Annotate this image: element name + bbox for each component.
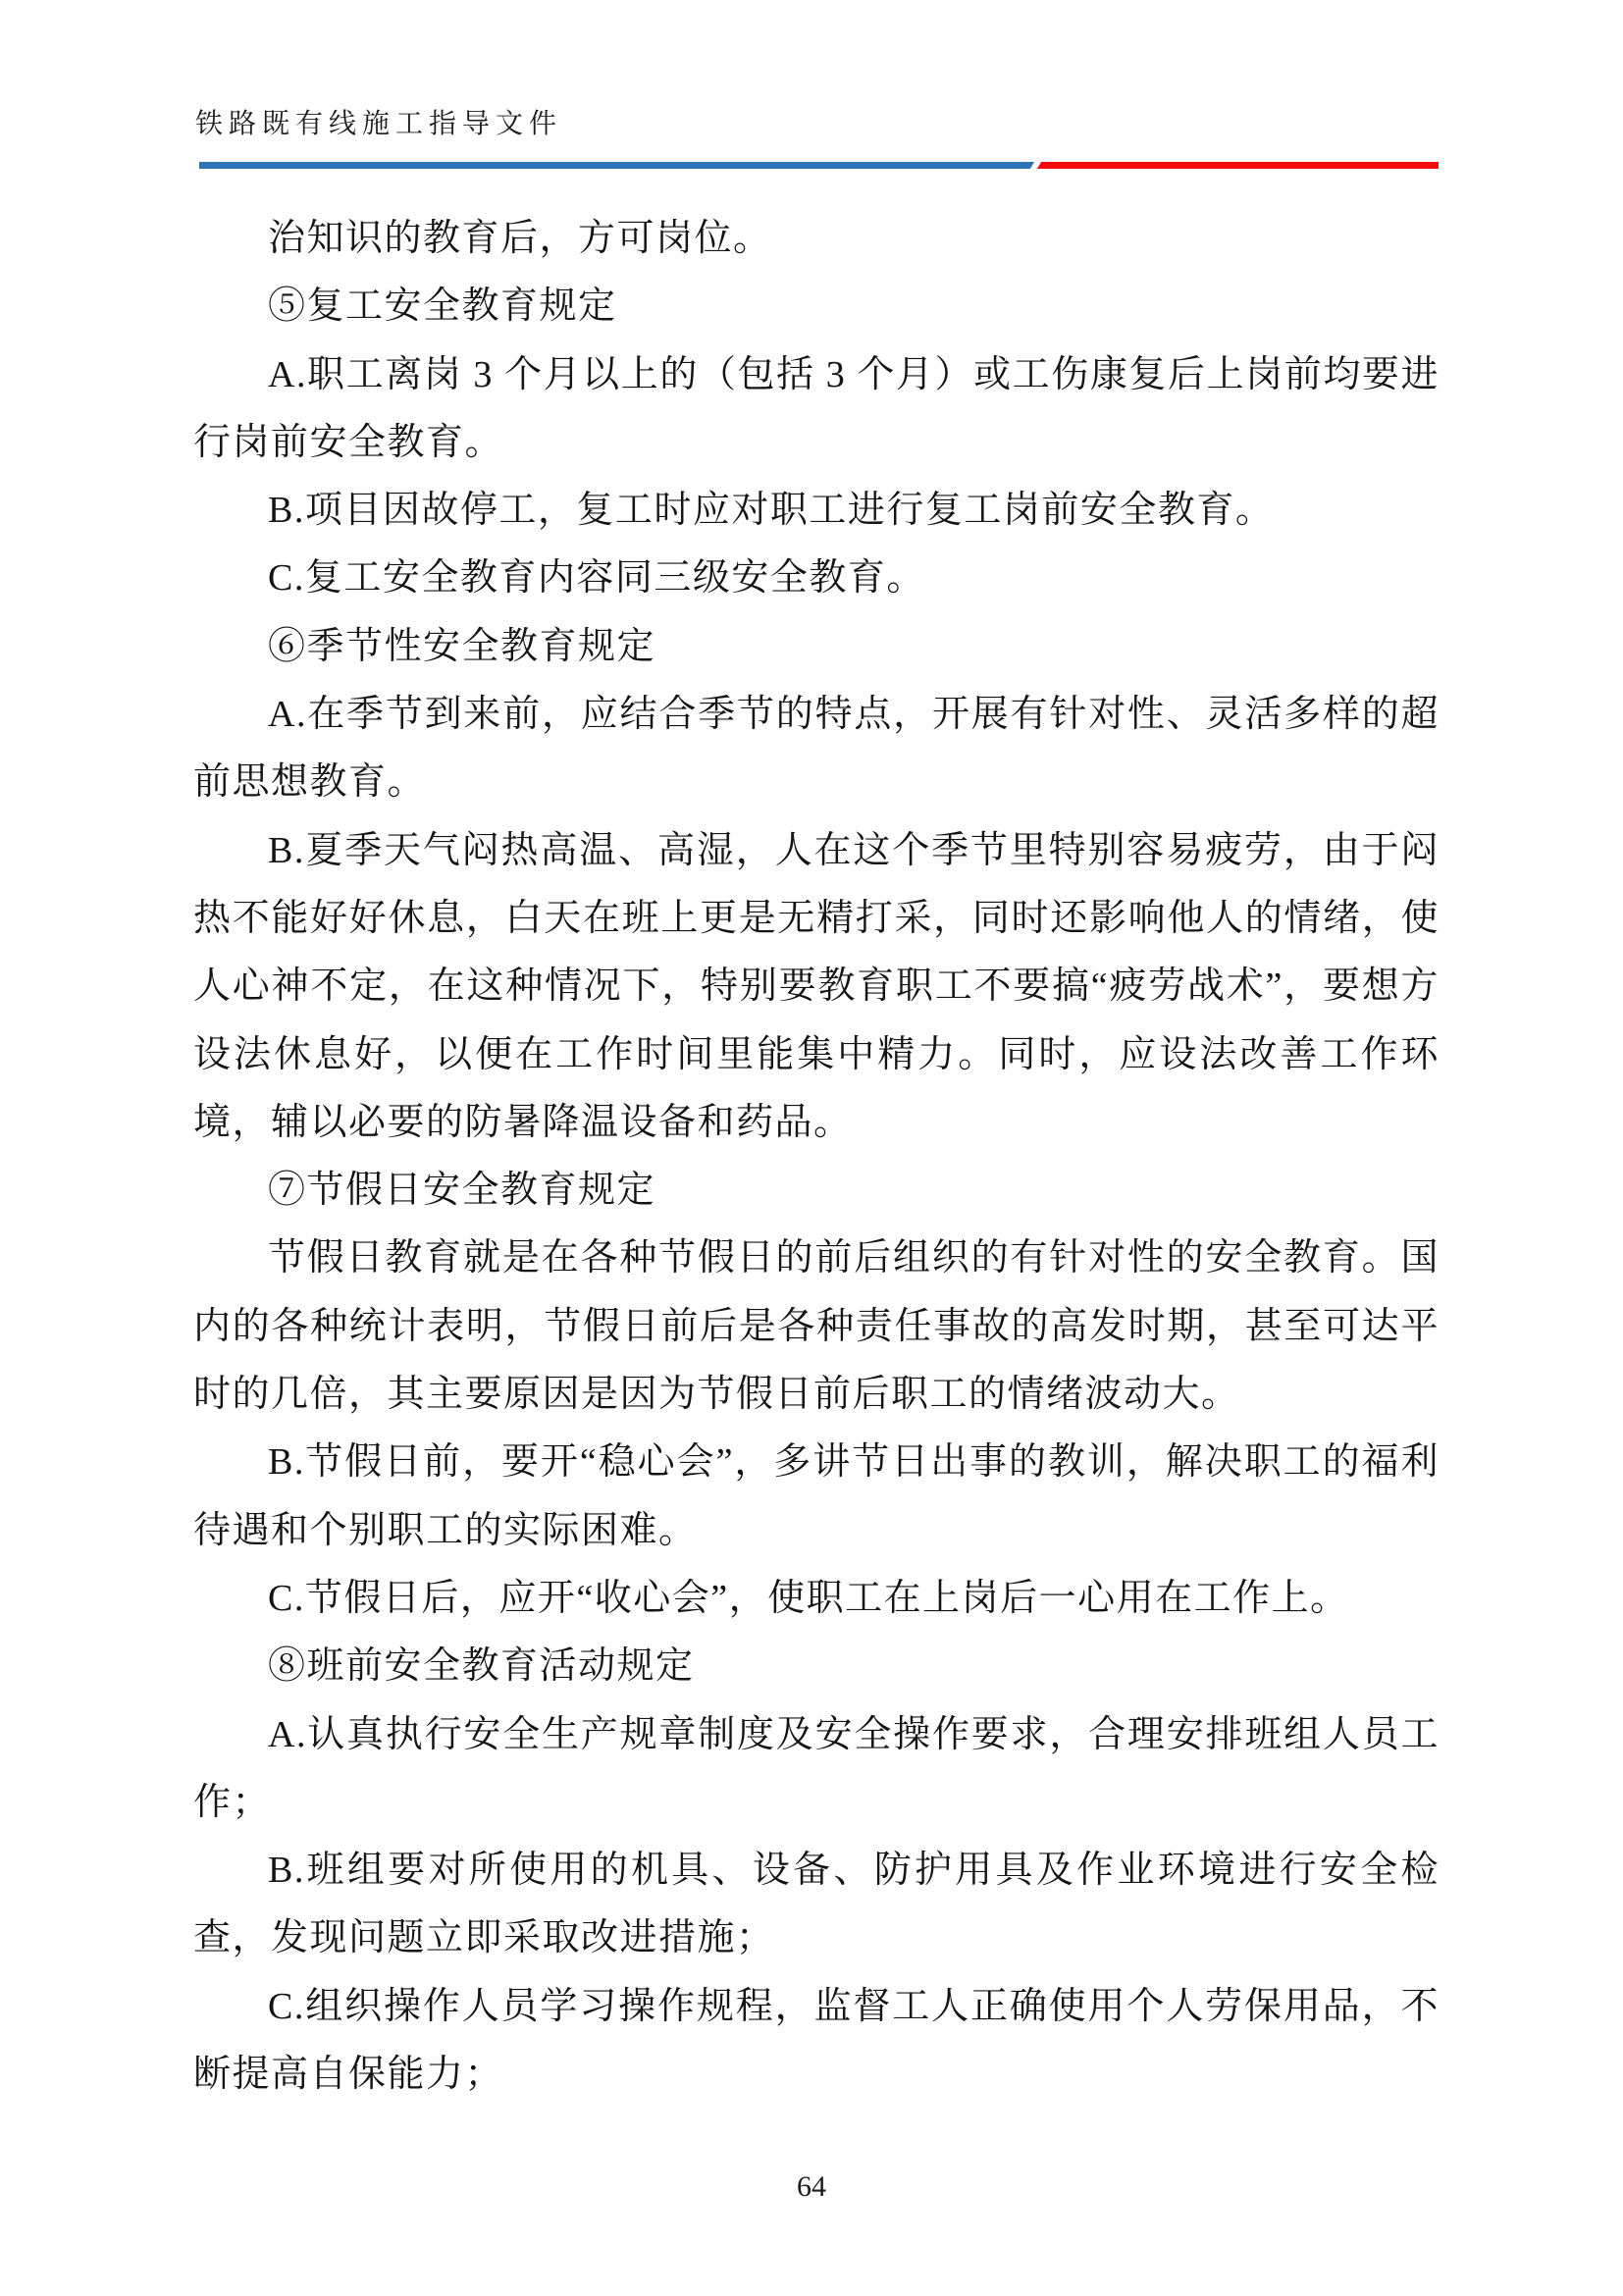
paragraph: B.班组要对所使用的机具、设备、防护用具及作业环境进行安全检查，发现问题立即采取改进措施；	[193, 1850, 1440, 1959]
paragraph: C.节假日后，应开“收心会”，使职工在上岗后一心用在工作上。	[268, 1577, 1349, 1619]
paragraph: B.夏季天气闷热高温、高湿，人在这个季节里特别容易疲劳，由于闷热不能好好休息，白天在班上更是无精打采，同时还影响他人的情绪，使人心神不定，在这种情况下，特别要教育职工不要搞“疲劳战术”，要想方设法休息好，以便在工作时间里能集中精力。同时，应设法改善工作环境，辅以必要的防暑降温设备和药品。	[193, 829, 1440, 1143]
paragraph: C.组织操作人员学习操作规程，监督工人正确使用个人劳保用品，不断提高自保能力；	[193, 1985, 1440, 2096]
header-title: 铁路既有线施工指导文件	[195, 109, 563, 139]
paragraph: 节假日教育就是在各种节假日的前后组织的有针对性的安全教育。国内的各种统计表明，节假日前后是各种责任事故的高发时期，甚至可达平时的几倍，其主要原因是因为节假日前后职工的情绪波动大。	[193, 1237, 1440, 1416]
paragraph: 治知识的教育后，方可岗位。	[268, 218, 772, 259]
paragraph: A.在季节到来前，应结合季节的特点，开展有针对性、灵活多样的超前思想教育。	[193, 694, 1440, 804]
section-heading: ⑦节假日安全教育规定	[268, 1170, 656, 1212]
divider-blue-segment	[199, 162, 1034, 169]
paragraph: A.认真执行安全生产规章制度及安全操作要求，合理安排班组人员工作；	[193, 1713, 1440, 1823]
section-heading: ⑥季节性安全教育规定	[268, 625, 656, 667]
paragraph: A.职工离岗 3 个月以上的（包括 3 个月）或工伤康复后上岗前均要进行岗前安全教育。	[193, 353, 1440, 463]
section-heading: ⑤复工安全教育规定	[268, 286, 617, 328]
section-heading: ⑧班前安全教育活动规定	[268, 1645, 695, 1688]
document-body	[193, 205, 1440, 2109]
paragraph: B.项目因故停工，复工时应对职工进行复工岗前安全教育。	[268, 490, 1275, 532]
header-divider	[199, 162, 1439, 169]
paragraph: C.复工安全教育内容同三级安全教育。	[268, 557, 925, 600]
page-number: 64	[797, 2170, 826, 2203]
paragraph: B.节假日前，要开“稳心会”，多讲节日出事的教训，解决职工的福利待遇和个别职工的实际困难。	[193, 1441, 1440, 1551]
